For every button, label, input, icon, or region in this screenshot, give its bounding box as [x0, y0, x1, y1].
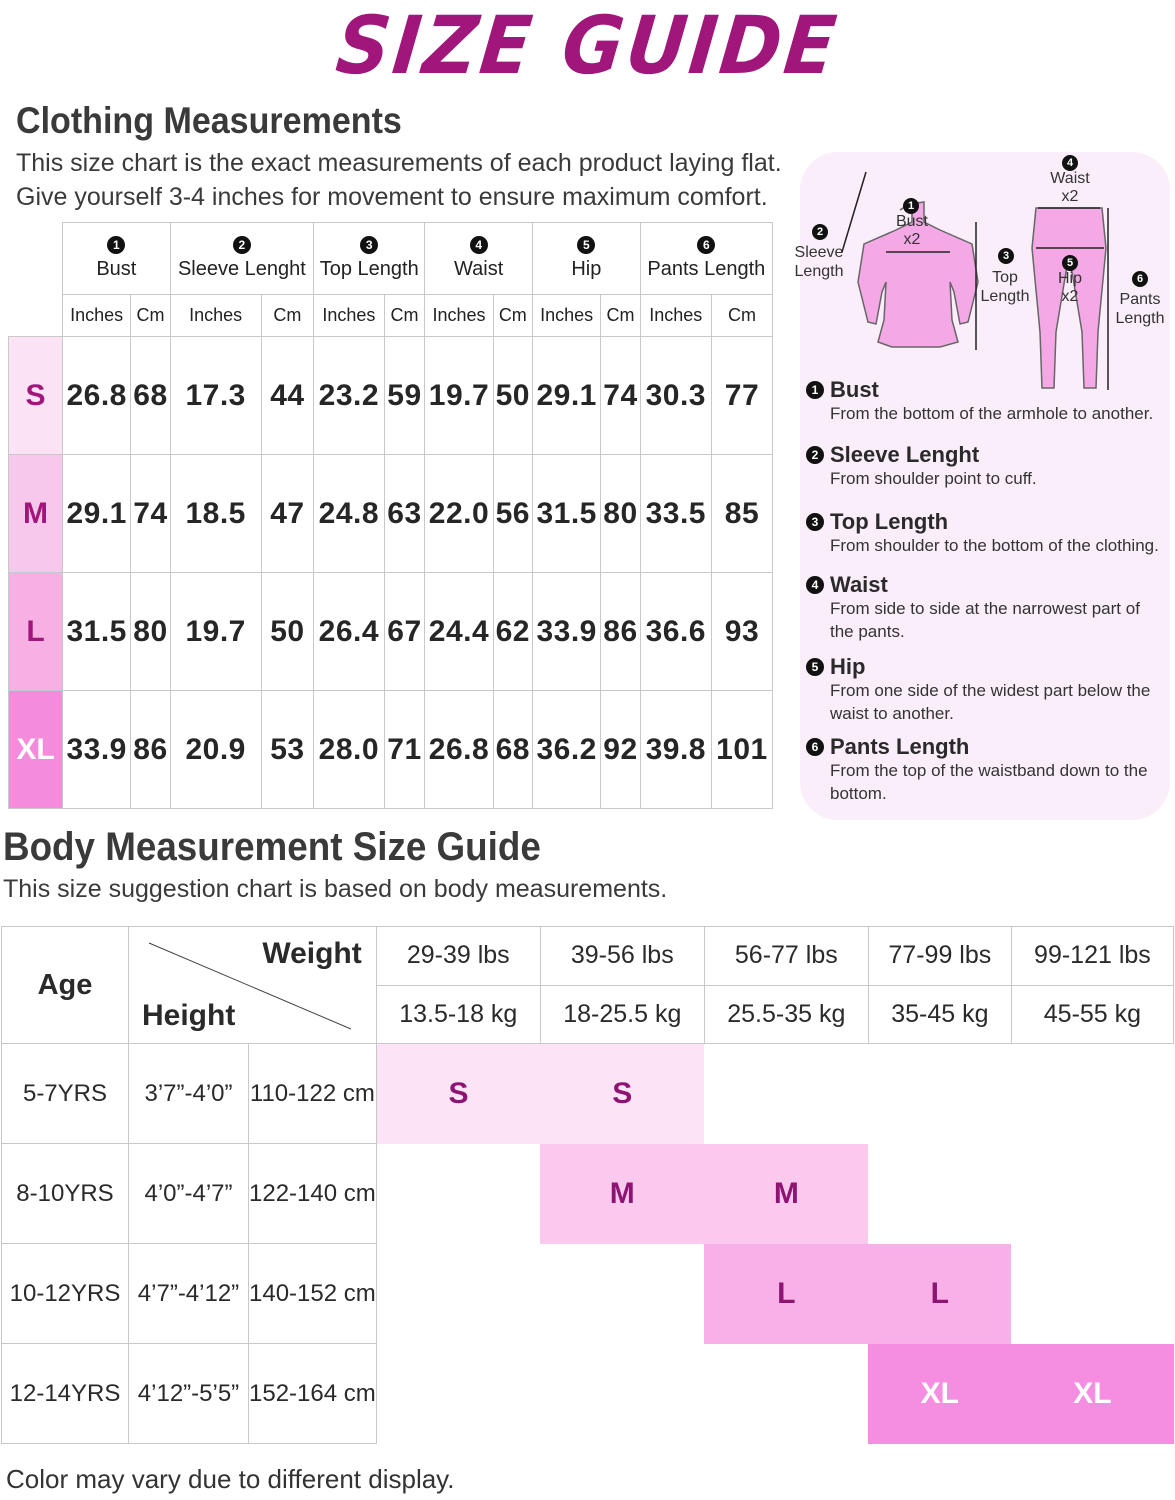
measurement-value: 53 — [261, 691, 313, 809]
sleeve-length-label: Length — [794, 263, 844, 280]
height-ft-value: 4’12”-5’5” — [129, 1344, 249, 1444]
unit-cm: Cm — [711, 295, 772, 337]
measurement-value: 63 — [384, 455, 425, 573]
size-cell: S — [376, 1044, 540, 1144]
measure-item-4 — [806, 573, 1170, 643]
number-5-icon: 5 — [577, 236, 595, 254]
measurement-value: 74 — [601, 337, 640, 455]
top-length-label: Length — [980, 288, 1030, 305]
measurement-value: 23.2 — [314, 337, 385, 455]
size-cell: M — [540, 1144, 704, 1244]
waist-number-icon: 4 — [1062, 155, 1078, 171]
top-label: Top — [992, 269, 1018, 286]
top-marker — [994, 246, 1018, 264]
pants-number-icon: 6 — [1132, 271, 1148, 287]
measurement-value: 26.8 — [425, 691, 493, 809]
measure-desc: From the top of the waistband down to the — [830, 761, 1148, 780]
empty-cell — [540, 1344, 704, 1444]
measurement-value: 26.8 — [63, 337, 131, 455]
size-cell: XL — [1011, 1344, 1173, 1444]
bust-label: Bust — [895, 213, 928, 230]
measurement-value: 93 — [711, 573, 772, 691]
size-cell: S — [540, 1044, 704, 1144]
size-guide-title — [0, 0, 1175, 96]
height-ft-value: 4’7”-4’12” — [129, 1244, 249, 1344]
measurement-value: 50 — [261, 573, 313, 691]
weight-height-header — [129, 927, 377, 1044]
measurement-value: 29.1 — [533, 337, 601, 455]
size-cell: XL — [868, 1344, 1011, 1444]
title-text: SIZE GUIDE — [332, 0, 843, 93]
size-label-xl: XL — [9, 691, 63, 809]
number-2-icon: 2 — [806, 446, 824, 464]
measurement-value: 92 — [601, 691, 640, 809]
empty-cell — [376, 1344, 540, 1444]
height-ft-value: 3’7”-4’0” — [129, 1044, 249, 1144]
pants-length-label: Length — [1115, 310, 1165, 327]
measurement-value: 33.9 — [63, 691, 131, 809]
hip-x2-label: x2 — [1061, 288, 1079, 305]
empty-cell — [1011, 1144, 1173, 1244]
measure-title: Hip — [830, 654, 866, 679]
unit-cm: Cm — [493, 295, 532, 337]
pants-marker — [1128, 269, 1152, 287]
measurement-value: 74 — [131, 455, 170, 573]
column-header-0 — [63, 223, 171, 295]
unit-inches: Inches — [170, 295, 261, 337]
weight-kg-4: 45-55 kg — [1011, 985, 1173, 1044]
weight-kg-1: 18-25.5 kg — [540, 985, 704, 1044]
number-6-icon: 6 — [697, 236, 715, 254]
measurement-value: 59 — [384, 337, 425, 455]
body-row — [2, 1044, 1174, 1144]
body-measurement-table — [1, 926, 1174, 1444]
sleeve-label: Sleeve — [794, 244, 844, 261]
waist-label: Waist — [1050, 170, 1090, 187]
size-label-s: S — [9, 337, 63, 455]
number-4-icon: 4 — [470, 236, 488, 254]
unit-cm: Cm — [131, 295, 170, 337]
measurement-value: 18.5 — [170, 455, 261, 573]
column-name: Top Length — [319, 258, 419, 280]
top-number-icon: 3 — [998, 248, 1014, 264]
empty-cell — [704, 1044, 868, 1144]
sleeve-marker — [808, 222, 832, 240]
age-header: Age — [2, 927, 129, 1044]
measurement-value: 62 — [493, 573, 532, 691]
measurement-value: 33.5 — [640, 455, 711, 573]
height-label: Height — [142, 999, 236, 1032]
measurement-value: 44 — [261, 337, 313, 455]
measure-desc: From the bottom of the armhole to another. — [830, 404, 1154, 423]
measure-desc: the pants. — [830, 622, 905, 641]
column-name: Sleeve Lenght — [177, 258, 306, 280]
number-1-icon: 1 — [107, 236, 125, 254]
column-header-2 — [314, 223, 425, 295]
clothing-desc-1: This size chart is the exact measurements of each product laying flat. — [16, 149, 782, 177]
unit-inches: Inches — [63, 295, 131, 337]
column-name: Bust — [96, 258, 137, 280]
measurement-value: 68 — [493, 691, 532, 809]
unit-cm: Cm — [601, 295, 640, 337]
hip-number-icon: 5 — [1062, 255, 1078, 271]
number-2-icon: 2 — [233, 236, 251, 254]
body-row — [2, 1144, 1174, 1244]
column-header-1 — [170, 223, 313, 295]
measurement-value: 101 — [711, 691, 772, 809]
body-heading: Body Measurement Size Guide — [3, 825, 541, 869]
weight-lbs-1: 39-56 lbs — [540, 927, 704, 986]
measurement-value: 22.0 — [425, 455, 493, 573]
column-name: Pants Length — [647, 258, 766, 280]
weight-kg-2: 25.5-35 kg — [704, 985, 868, 1044]
empty-cell — [868, 1044, 1011, 1144]
measurement-value: 26.4 — [314, 573, 385, 691]
measure-title: Top Length — [830, 509, 949, 534]
clothing-measurements-table — [8, 222, 773, 809]
measurement-value: 56 — [493, 455, 532, 573]
measurement-value: 29.1 — [63, 455, 131, 573]
bust-marker — [896, 196, 926, 214]
clothing-desc-2: Give yourself 3-4 inches for movement to ensure maximum comfort. — [16, 183, 768, 211]
weight-lbs-4: 99-121 lbs — [1011, 927, 1173, 986]
sleeve-number-icon: 2 — [812, 224, 828, 240]
footer-note: Color may vary due to different display. — [6, 1464, 455, 1494]
measure-item-6 — [806, 735, 1170, 805]
measurement-value: 39.8 — [640, 691, 711, 809]
empty-cell — [376, 1244, 540, 1344]
body-desc: This size suggestion chart is based on body measurements. — [3, 875, 668, 903]
measure-item-1 — [806, 378, 1170, 425]
measurement-value: 50 — [493, 337, 532, 455]
measurement-value: 77 — [711, 337, 772, 455]
measurement-value: 24.8 — [314, 455, 385, 573]
measurement-value: 80 — [131, 573, 170, 691]
measurement-value: 24.4 — [425, 573, 493, 691]
age-value: 5-7YRS — [2, 1044, 129, 1144]
measure-desc: bottom. — [830, 784, 887, 803]
measurement-value: 47 — [261, 455, 313, 573]
empty-cell — [376, 1144, 540, 1244]
measure-title: Pants Length — [830, 734, 970, 759]
measure-title: Sleeve Lenght — [830, 442, 980, 467]
unit-inches: Inches — [314, 295, 385, 337]
age-value: 12-14YRS — [2, 1344, 129, 1444]
empty-cell — [540, 1244, 704, 1344]
column-header-3 — [425, 223, 533, 295]
measurement-value: 28.0 — [314, 691, 385, 809]
number-1-icon: 1 — [806, 381, 824, 399]
number-6-icon: 6 — [806, 738, 824, 756]
measure-item-2 — [806, 443, 1170, 490]
column-header-4 — [533, 223, 641, 295]
column-name: Hip — [571, 258, 602, 280]
age-value: 10-12YRS — [2, 1244, 129, 1344]
measure-item-3 — [806, 510, 1170, 557]
measurement-value: 36.6 — [640, 573, 711, 691]
measurement-value: 68 — [131, 337, 170, 455]
size-cell: L — [868, 1244, 1011, 1344]
weight-label: Weight — [262, 937, 362, 970]
corner-cell — [9, 223, 63, 337]
measurement-value: 36.2 — [533, 691, 601, 809]
measurement-value: 30.3 — [640, 337, 711, 455]
hip-marker — [1058, 253, 1082, 271]
weight-kg-0: 13.5-18 kg — [376, 985, 540, 1044]
measurement-value: 71 — [384, 691, 425, 809]
measurement-value: 19.7 — [170, 573, 261, 691]
age-value: 8-10YRS — [2, 1144, 129, 1244]
number-3-icon: 3 — [360, 236, 378, 254]
weight-lbs-3: 77-99 lbs — [868, 927, 1011, 986]
size-label-m: M — [9, 455, 63, 573]
empty-cell — [1011, 1044, 1173, 1144]
height-cm-value: 122-140 cm — [249, 1144, 377, 1244]
bust-x2-label: x2 — [903, 231, 921, 248]
measure-desc: From shoulder to the bottom of the clothing. — [830, 536, 1159, 555]
measure-desc: From one side of the widest part below the — [830, 681, 1151, 700]
measurement-value: 31.5 — [533, 455, 601, 573]
measurement-value: 31.5 — [63, 573, 131, 691]
clothing-heading: Clothing Measurements — [16, 100, 402, 141]
unit-inches: Inches — [425, 295, 493, 337]
measure-title: Bust — [830, 377, 879, 402]
measure-item-5 — [806, 655, 1170, 725]
measurement-value: 86 — [131, 691, 170, 809]
height-ft-value: 4’0”-4’7” — [129, 1144, 249, 1244]
weight-lbs-2: 56-77 lbs — [704, 927, 868, 986]
number-4-icon: 4 — [806, 576, 824, 594]
measurement-value: 33.9 — [533, 573, 601, 691]
height-cm-value: 140-152 cm — [249, 1244, 377, 1344]
measurement-value: 86 — [601, 573, 640, 691]
body-row — [2, 1344, 1174, 1444]
measure-desc: From shoulder point to cuff. — [830, 469, 1037, 488]
measurement-value: 17.3 — [170, 337, 261, 455]
pants-label: Pants — [1119, 291, 1161, 308]
weight-kg-3: 35-45 kg — [868, 985, 1011, 1044]
weight-lbs-0: 29-39 lbs — [376, 927, 540, 986]
unit-cm: Cm — [261, 295, 313, 337]
measure-title: Waist — [830, 572, 888, 597]
measure-desc: waist to another. — [830, 704, 954, 723]
height-cm-value: 152-164 cm — [249, 1344, 377, 1444]
unit-inches: Inches — [640, 295, 711, 337]
empty-cell — [868, 1144, 1011, 1244]
size-label-l: L — [9, 573, 63, 691]
body-row — [2, 1244, 1174, 1344]
measure-desc: From side to side at the narrowest part of — [830, 599, 1140, 618]
measurement-value: 85 — [711, 455, 772, 573]
empty-cell — [704, 1344, 868, 1444]
empty-cell — [1011, 1244, 1173, 1344]
size-cell: L — [704, 1244, 868, 1344]
bust-number-icon: 1 — [903, 198, 919, 214]
measurement-value: 67 — [384, 573, 425, 691]
number-3-icon: 3 — [806, 513, 824, 531]
height-cm-value: 110-122 cm — [249, 1044, 377, 1144]
number-5-icon: 5 — [806, 658, 824, 676]
unit-inches: Inches — [533, 295, 601, 337]
waist-x2-label: x2 — [1061, 188, 1079, 205]
column-name: Waist — [454, 258, 504, 280]
waist-marker — [1058, 153, 1082, 171]
measurement-value: 19.7 — [425, 337, 493, 455]
measurement-value: 20.9 — [170, 691, 261, 809]
unit-cm: Cm — [384, 295, 425, 337]
measurement-value: 80 — [601, 455, 640, 573]
hip-label: Hip — [1057, 270, 1082, 287]
size-cell: M — [704, 1144, 868, 1244]
column-header-5 — [640, 223, 772, 295]
